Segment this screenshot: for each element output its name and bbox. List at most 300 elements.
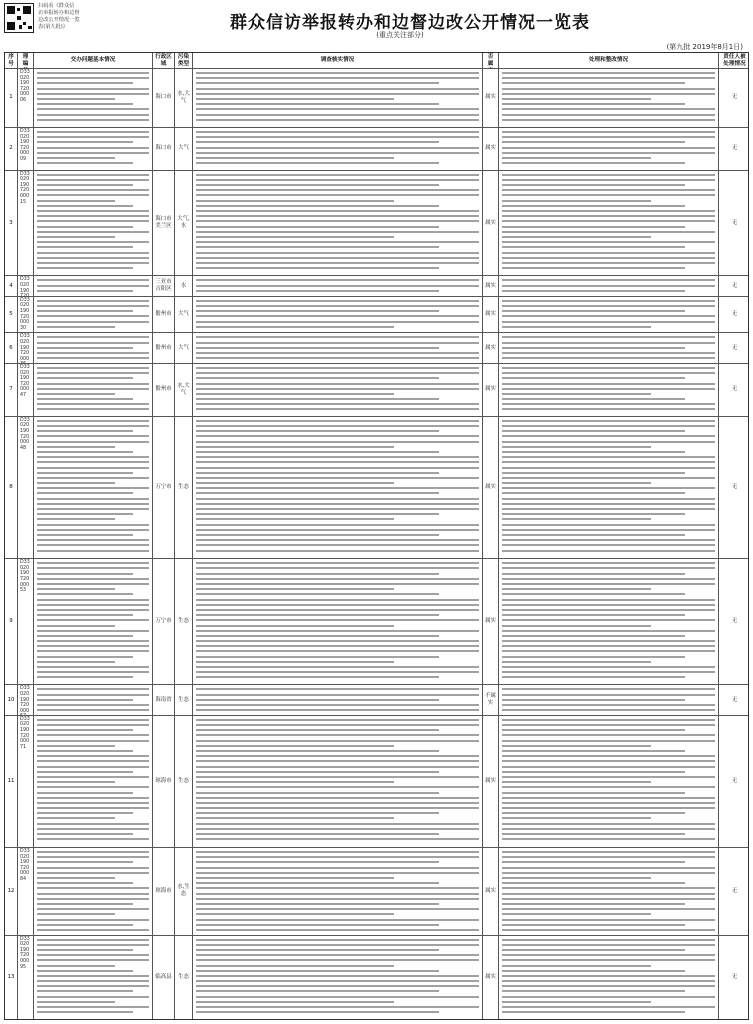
text-line xyxy=(502,970,685,972)
text-line xyxy=(37,267,133,269)
verified-status xyxy=(483,685,499,715)
text-line xyxy=(502,734,715,736)
verified-status xyxy=(483,417,499,558)
text-line xyxy=(37,236,115,238)
text-line xyxy=(37,838,149,840)
text-line xyxy=(196,119,479,121)
text-line xyxy=(37,970,133,972)
text-line xyxy=(196,913,394,915)
case-id-text: D3302019072000015 xyxy=(20,171,30,205)
text-line xyxy=(37,492,133,494)
column-header xyxy=(18,53,34,68)
text-line xyxy=(37,996,149,998)
region-text: 海口市 xyxy=(155,145,172,152)
text-line xyxy=(196,709,479,711)
text-line xyxy=(37,771,133,773)
rectification-details xyxy=(499,936,719,1019)
text-line xyxy=(196,630,479,632)
text-line xyxy=(196,996,479,998)
case-id-text: D3302019072000006 xyxy=(20,70,30,103)
text-line xyxy=(37,147,149,149)
region xyxy=(153,685,175,715)
text-line xyxy=(37,949,133,951)
text-line xyxy=(502,383,715,385)
pollution-type xyxy=(175,297,193,333)
text-line xyxy=(37,310,133,312)
text-line xyxy=(502,609,715,611)
text-line xyxy=(37,898,149,900)
text-line xyxy=(502,604,715,606)
accountability-text: 无 xyxy=(731,778,738,784)
verified-status-text: 属实 xyxy=(485,282,496,289)
text-line xyxy=(196,492,439,494)
column-header xyxy=(175,53,193,68)
text-line xyxy=(502,430,685,432)
text-line xyxy=(196,205,439,207)
text-line xyxy=(37,959,149,961)
text-line xyxy=(37,162,133,164)
text-line xyxy=(37,645,149,647)
text-line xyxy=(37,383,149,385)
text-line xyxy=(196,215,479,217)
text-line xyxy=(196,856,479,858)
text-line xyxy=(196,451,439,453)
pollution-type xyxy=(175,716,193,847)
text-line xyxy=(502,342,715,344)
region-text: 万宁市 xyxy=(155,618,172,625)
pollution-type xyxy=(175,69,193,127)
region-text: 儋州市 xyxy=(155,344,172,351)
text-line xyxy=(196,513,439,515)
table-row xyxy=(5,716,748,848)
region xyxy=(153,559,175,684)
issue-description xyxy=(34,685,153,715)
text-line xyxy=(502,877,651,879)
text-line xyxy=(502,650,715,652)
text-line xyxy=(37,472,133,474)
text-line xyxy=(196,377,439,379)
text-line xyxy=(502,959,715,961)
text-line xyxy=(196,518,394,520)
column-header xyxy=(193,53,483,68)
batch-date: (第九批 2019年8月1日) xyxy=(666,43,743,51)
row-number xyxy=(5,936,18,1019)
text-line xyxy=(502,539,715,541)
text-line xyxy=(37,503,149,505)
investigation-details xyxy=(193,716,483,847)
text-line xyxy=(196,383,479,385)
text-line xyxy=(196,189,479,191)
investigation-details xyxy=(193,559,483,684)
rectification-details xyxy=(499,685,719,715)
text-line xyxy=(502,861,685,863)
text-line xyxy=(502,630,715,632)
row-number xyxy=(5,417,18,558)
text-line xyxy=(37,985,149,987)
issue-description xyxy=(34,171,153,276)
pollution-type-text: 生态 xyxy=(178,778,189,784)
text-line xyxy=(502,949,685,951)
text-line xyxy=(37,887,149,889)
text-line xyxy=(196,315,479,317)
text-line xyxy=(37,1011,133,1013)
case-id xyxy=(18,333,34,363)
pollution-type-text: 生态 xyxy=(178,696,189,703)
text-line xyxy=(37,745,115,747)
text-line xyxy=(196,388,479,390)
case-id-text: D3302019072000047 xyxy=(20,364,30,398)
pollution-type-text: 大气 xyxy=(178,344,189,351)
pollution-type-text: 大气 xyxy=(178,311,189,318)
issue-description xyxy=(34,333,153,363)
column-header-label: 理编 xyxy=(22,53,29,67)
text-line xyxy=(502,513,685,515)
row-number-text: 1 xyxy=(9,94,13,101)
table-row xyxy=(5,333,748,364)
text-line xyxy=(502,487,715,489)
case-id xyxy=(18,848,34,934)
text-line xyxy=(37,141,133,143)
text-line xyxy=(196,467,479,469)
pollution-type xyxy=(175,848,193,934)
text-line xyxy=(196,635,439,637)
column-header xyxy=(719,53,750,68)
region-text: 琼海市 xyxy=(155,887,172,894)
text-line xyxy=(37,347,133,349)
text-line xyxy=(502,82,685,84)
accountability xyxy=(719,333,750,363)
text-line xyxy=(502,833,685,835)
text-line xyxy=(37,609,149,611)
text-line xyxy=(37,425,149,427)
text-line xyxy=(37,441,149,443)
table-header xyxy=(5,53,748,69)
text-line xyxy=(37,913,115,915)
text-line xyxy=(502,367,715,369)
text-line xyxy=(196,656,439,658)
text-line xyxy=(502,635,685,637)
text-line xyxy=(196,975,479,977)
text-line xyxy=(502,851,715,853)
text-line xyxy=(502,226,685,228)
text-line xyxy=(37,630,149,632)
verified-status xyxy=(483,128,499,170)
pollution-type xyxy=(175,276,193,295)
text-line xyxy=(502,781,651,783)
text-line xyxy=(502,792,685,794)
text-line xyxy=(196,740,479,742)
text-line xyxy=(196,882,439,884)
text-line xyxy=(37,534,133,536)
text-line xyxy=(502,640,715,642)
rectification-details xyxy=(499,716,719,847)
text-line xyxy=(502,93,715,95)
row-number xyxy=(5,276,18,295)
text-line xyxy=(37,114,149,116)
text-line xyxy=(196,210,479,212)
text-line xyxy=(196,342,479,344)
table-row xyxy=(5,297,748,334)
text-line xyxy=(502,807,715,809)
accountability xyxy=(719,69,750,127)
text-line xyxy=(37,342,149,344)
text-line xyxy=(37,625,115,627)
text-line xyxy=(502,797,715,799)
text-line xyxy=(196,194,479,196)
row-number-text: 6 xyxy=(9,344,13,351)
text-line xyxy=(196,403,479,405)
investigation-details xyxy=(193,936,483,1019)
text-line xyxy=(37,990,133,992)
text-line xyxy=(502,828,715,830)
text-line xyxy=(196,326,394,328)
table-row xyxy=(5,848,748,935)
text-line xyxy=(502,467,715,469)
verified-status-text: 属实 xyxy=(485,311,496,318)
pollution-type-text: 生态 xyxy=(178,484,189,491)
text-line xyxy=(196,666,479,668)
region xyxy=(153,69,175,127)
rectification-details xyxy=(499,417,719,558)
page-subtitle: (重点关注部分) xyxy=(376,31,424,39)
column-header-label: 序号 xyxy=(8,53,14,67)
text-line xyxy=(37,435,149,437)
row-number-text: 11 xyxy=(7,778,15,784)
text-line xyxy=(196,420,479,422)
text-line xyxy=(37,694,149,696)
text-line xyxy=(37,734,149,736)
text-line xyxy=(37,893,149,895)
text-line xyxy=(196,398,439,400)
text-line xyxy=(37,72,149,74)
verified-status-text: 属实 xyxy=(485,778,496,784)
text-line xyxy=(502,996,715,998)
column-header-label: 污染类型 xyxy=(177,53,190,67)
text-line xyxy=(502,676,685,678)
text-line xyxy=(196,817,394,819)
text-line xyxy=(196,851,479,853)
accountability-text: 无 xyxy=(731,973,738,980)
accountability-text: 无 xyxy=(731,344,738,351)
text-line xyxy=(502,903,685,905)
accountability xyxy=(719,685,750,715)
text-line xyxy=(502,114,715,116)
text-line xyxy=(502,965,651,967)
text-line xyxy=(502,939,715,941)
text-line xyxy=(196,252,479,254)
text-line xyxy=(502,619,715,621)
rectification-details xyxy=(499,364,719,416)
pollution-type xyxy=(175,333,193,363)
text-line xyxy=(502,975,715,977)
text-line xyxy=(502,231,715,233)
region xyxy=(153,276,175,295)
text-line xyxy=(196,908,479,910)
text-line xyxy=(37,461,149,463)
text-line xyxy=(502,194,715,196)
text-line xyxy=(196,246,439,248)
text-line xyxy=(502,544,715,546)
row-number xyxy=(5,128,18,170)
text-line xyxy=(37,867,149,869)
text-line xyxy=(502,740,715,742)
text-line xyxy=(502,236,651,238)
text-line xyxy=(37,194,149,196)
text-line xyxy=(37,524,149,526)
verified-status xyxy=(483,848,499,934)
row-number-text: 12 xyxy=(7,887,15,894)
text-line xyxy=(37,252,149,254)
text-line xyxy=(502,108,715,110)
text-line xyxy=(196,310,439,312)
text-line xyxy=(502,377,685,379)
text-line xyxy=(502,498,715,500)
text-line xyxy=(196,985,479,987)
text-line xyxy=(502,425,715,427)
text-line xyxy=(502,985,715,987)
case-id xyxy=(18,559,34,684)
case-id xyxy=(18,276,34,295)
text-line xyxy=(37,367,149,369)
region-text: 海南省 xyxy=(155,696,172,703)
row-number-text: 4 xyxy=(9,282,13,289)
text-line xyxy=(196,336,479,338)
investigation-details xyxy=(193,128,483,170)
text-line xyxy=(37,290,133,292)
region-text: 临高县 xyxy=(155,973,172,980)
accountability-text: 无 xyxy=(731,282,738,289)
text-line xyxy=(502,1001,651,1003)
text-line xyxy=(502,336,715,338)
issue-description xyxy=(34,417,153,558)
text-line xyxy=(502,924,685,926)
text-line xyxy=(196,781,394,783)
text-line xyxy=(196,367,479,369)
text-line xyxy=(37,539,149,541)
text-line xyxy=(502,290,685,292)
text-line xyxy=(502,578,715,580)
text-line xyxy=(196,729,439,731)
pollution-type xyxy=(175,364,193,416)
text-line xyxy=(37,152,149,154)
issue-description xyxy=(34,128,153,170)
text-line xyxy=(37,656,133,658)
text-line xyxy=(37,980,149,982)
text-line xyxy=(37,108,149,110)
pollution-type-text: 水 xyxy=(180,282,187,289)
qr-code[interactable] xyxy=(4,3,34,33)
text-line xyxy=(196,393,394,395)
row-number xyxy=(5,297,18,333)
text-line xyxy=(37,750,133,752)
text-line xyxy=(502,593,685,595)
text-line xyxy=(196,786,479,788)
accountability xyxy=(719,716,750,847)
text-line xyxy=(502,745,651,747)
text-line xyxy=(37,919,149,921)
text-line xyxy=(196,241,479,243)
text-line xyxy=(196,640,479,642)
text-line xyxy=(196,823,479,825)
issue-description xyxy=(34,69,153,127)
text-line xyxy=(37,954,149,956)
text-line xyxy=(502,661,651,663)
verified-status-text: 属实 xyxy=(485,618,496,625)
text-line xyxy=(196,461,479,463)
column-header-label: 处理和整改情况 xyxy=(588,57,629,63)
text-line xyxy=(196,944,479,946)
text-line xyxy=(502,279,715,281)
text-line xyxy=(37,1006,149,1008)
table-row xyxy=(5,128,748,171)
text-line xyxy=(196,72,479,74)
text-line xyxy=(37,321,149,323)
text-line xyxy=(502,441,715,443)
text-line xyxy=(196,688,479,690)
text-line xyxy=(37,336,149,338)
text-line xyxy=(196,929,479,931)
text-line xyxy=(37,699,133,701)
text-line xyxy=(37,792,133,794)
text-line xyxy=(37,593,133,595)
text-line xyxy=(196,965,394,967)
text-line xyxy=(502,300,715,302)
region xyxy=(153,417,175,558)
text-line xyxy=(37,82,133,84)
region-text: 儋州市 xyxy=(155,386,172,393)
text-line xyxy=(502,205,685,207)
text-line xyxy=(196,919,479,921)
text-line xyxy=(196,441,479,443)
text-line xyxy=(502,944,715,946)
region xyxy=(153,128,175,170)
region-text: 海口市美兰区 xyxy=(155,216,172,230)
text-line xyxy=(37,456,149,458)
text-line xyxy=(502,451,685,453)
row-number xyxy=(5,559,18,684)
text-line xyxy=(37,498,149,500)
text-line xyxy=(37,944,149,946)
text-line xyxy=(502,729,685,731)
rectification-details xyxy=(499,848,719,934)
text-line xyxy=(196,231,479,233)
text-line xyxy=(502,688,715,690)
verified-status-text: 不属实 xyxy=(485,693,496,707)
verified-status xyxy=(483,559,499,684)
case-id-text: D33020190 xyxy=(20,277,30,294)
text-line xyxy=(37,241,149,243)
issue-description xyxy=(34,364,153,416)
text-line xyxy=(502,393,651,395)
case-id xyxy=(18,936,34,1019)
text-line xyxy=(37,477,149,479)
investigation-details xyxy=(193,848,483,934)
verified-status xyxy=(483,936,499,1019)
investigation-details xyxy=(193,276,483,295)
text-line xyxy=(196,573,439,575)
text-line xyxy=(196,267,439,269)
text-line xyxy=(37,136,149,138)
text-line xyxy=(37,604,149,606)
text-line xyxy=(502,241,715,243)
text-line xyxy=(502,326,651,328)
rectification-details xyxy=(499,69,719,127)
text-line xyxy=(196,88,479,90)
text-line xyxy=(37,518,115,520)
column-header xyxy=(34,53,153,68)
row-number xyxy=(5,69,18,127)
text-line xyxy=(196,959,479,961)
